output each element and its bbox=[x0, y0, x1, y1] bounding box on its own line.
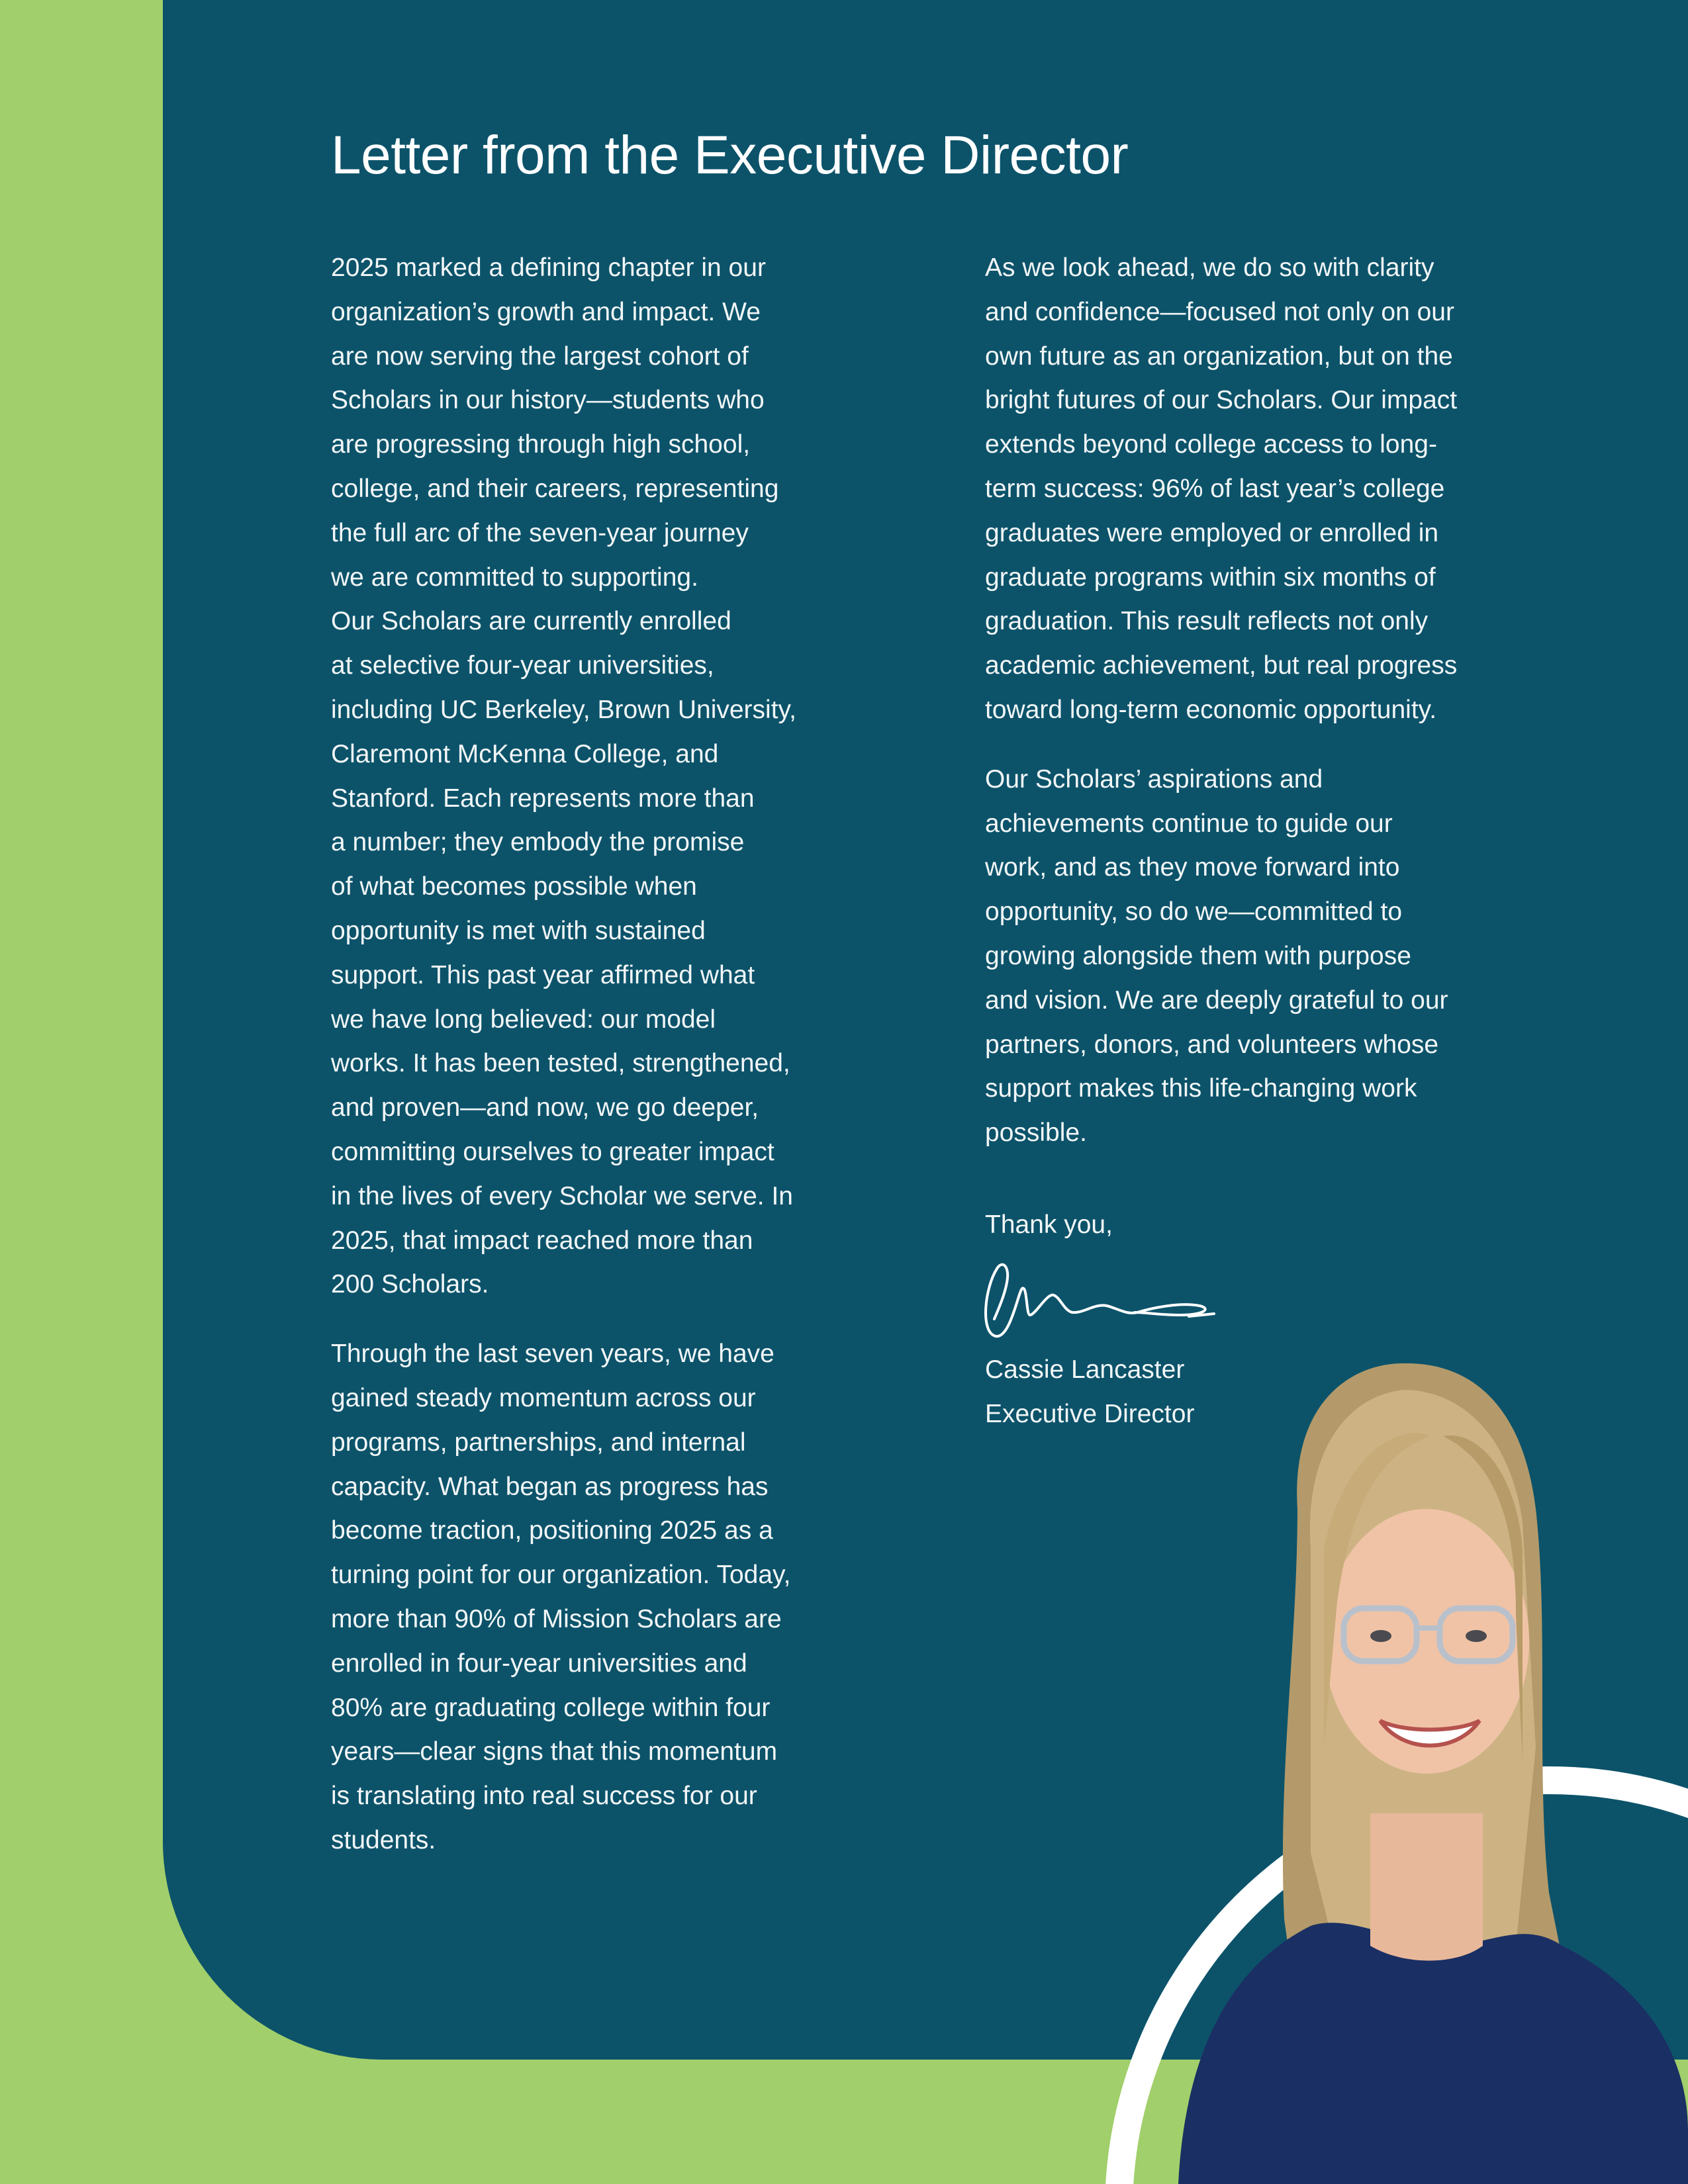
text-line: become traction, positioning 2025 as a bbox=[331, 1516, 773, 1545]
text-line: a number; they embody the promise bbox=[331, 828, 745, 857]
text-line: achievements continue to guide our bbox=[985, 809, 1393, 838]
text-line: opportunity is met with sustained bbox=[331, 916, 706, 945]
closing-spacer bbox=[985, 1156, 1488, 1203]
text-line: are progressing through high school, bbox=[331, 430, 751, 459]
text-line: is translating into real success for our bbox=[331, 1782, 757, 1811]
text-line: Stanford. Each represents more than bbox=[331, 784, 755, 813]
letter-paragraph-2 bbox=[331, 1332, 821, 1863]
text-line: college, and their careers, representing bbox=[331, 474, 779, 503]
text-line: 2025 marked a defining chapter in our bbox=[331, 253, 766, 282]
text-line: As we look ahead, we do so with clarity bbox=[985, 253, 1434, 282]
text-line: 80% are graduating college within four bbox=[331, 1693, 771, 1722]
text-line: more than 90% of Mission Scholars are bbox=[331, 1604, 782, 1633]
text-line: Claremont McKenna College, and bbox=[331, 739, 719, 768]
letter-right-column bbox=[985, 246, 1488, 1436]
text-line: programs, partnerships, and internal bbox=[331, 1428, 746, 1457]
text-line: gained steady momentum across our bbox=[331, 1383, 756, 1412]
text-line: at selective four-year universities, bbox=[331, 651, 714, 680]
text-line: bright futures of our Scholars. Our impact bbox=[985, 386, 1458, 415]
paragraph-spacer bbox=[985, 733, 1488, 758]
text-line: of what becomes possible when bbox=[331, 872, 697, 901]
text-line: the full arc of the seven-year journey bbox=[331, 518, 749, 547]
text-line: Our Scholars’ aspirations and bbox=[985, 764, 1323, 794]
text-line: graduates were employed or enrolled in bbox=[985, 518, 1439, 547]
text-line: 200 Scholars. bbox=[331, 1270, 489, 1299]
letter-left-column bbox=[331, 246, 821, 1863]
text-line: extends beyond college access to long- bbox=[985, 430, 1437, 459]
text-line: enrolled in four-year universities and bbox=[331, 1649, 747, 1678]
text-line: including UC Berkeley, Brown University, bbox=[331, 695, 796, 724]
text-line: graduation. This result reflects not only bbox=[985, 607, 1429, 636]
paragraph-spacer bbox=[331, 1307, 821, 1332]
letter-paragraph-1 bbox=[331, 246, 821, 1307]
text-line: Scholars in our history—students who bbox=[331, 386, 765, 415]
text-line: years—clear signs that this momentum bbox=[331, 1737, 778, 1766]
text-line: are now serving the largest cohort of bbox=[331, 341, 749, 371]
signer-title: Executive Director bbox=[985, 1399, 1195, 1428]
text-line: and confidence—focused not only on our bbox=[985, 297, 1454, 326]
text-line: own future as an organization, but on the bbox=[985, 341, 1453, 371]
letter-paragraph-3 bbox=[985, 246, 1488, 733]
text-line: graduate programs within six months of bbox=[985, 563, 1436, 592]
text-line: work, and as they move forward into bbox=[985, 853, 1400, 882]
text-line: support makes this life-changing work bbox=[985, 1074, 1417, 1103]
text-line: organization’s growth and impact. We bbox=[331, 297, 761, 326]
text-line: and proven—and now, we go deeper, bbox=[331, 1093, 759, 1122]
text-line: turning point for our organization. Today, bbox=[331, 1561, 791, 1590]
text-line: capacity. What began as progress has bbox=[331, 1472, 769, 1501]
text-line: we have long believed: our model bbox=[331, 1005, 716, 1034]
text-line: academic achievement, but real progress bbox=[985, 651, 1458, 680]
text-line: we are committed to supporting. bbox=[331, 563, 698, 592]
text-line: Through the last seven years, we have bbox=[331, 1340, 774, 1369]
text-line: and vision. We are deeply grateful to our bbox=[985, 985, 1448, 1015]
text-line: opportunity, so do we—committed to bbox=[985, 897, 1403, 927]
text-line: 2025, that impact reached more than bbox=[331, 1226, 753, 1255]
text-line: possible. bbox=[985, 1118, 1087, 1148]
text-line: works. It has been tested, strengthened, bbox=[331, 1049, 790, 1078]
closing-text: Thank you, bbox=[985, 1210, 1113, 1239]
text-line: Our Scholars are currently enrolled bbox=[331, 607, 731, 636]
text-line: toward long-term economic opportunity. bbox=[985, 695, 1437, 724]
text-line: committing ourselves to greater impact bbox=[331, 1137, 774, 1166]
text-line: students. bbox=[331, 1825, 436, 1854]
text-line: growing alongside them with purpose bbox=[985, 941, 1411, 970]
text-line: support. This past year affirmed what bbox=[331, 960, 755, 989]
letter-paragraph-4 bbox=[985, 758, 1488, 1156]
executive-director-photo bbox=[1059, 1350, 1688, 2184]
text-line: in the lives of every Scholar we serve. In bbox=[331, 1181, 793, 1210]
page-title: Letter from the Executive Director bbox=[331, 125, 1129, 185]
signature bbox=[981, 1246, 1219, 1345]
text-line: partners, donors, and volunteers whose bbox=[985, 1030, 1439, 1059]
signer-name: Cassie Lancaster bbox=[985, 1355, 1185, 1384]
text-line: term success: 96% of last year’s college bbox=[985, 474, 1445, 503]
